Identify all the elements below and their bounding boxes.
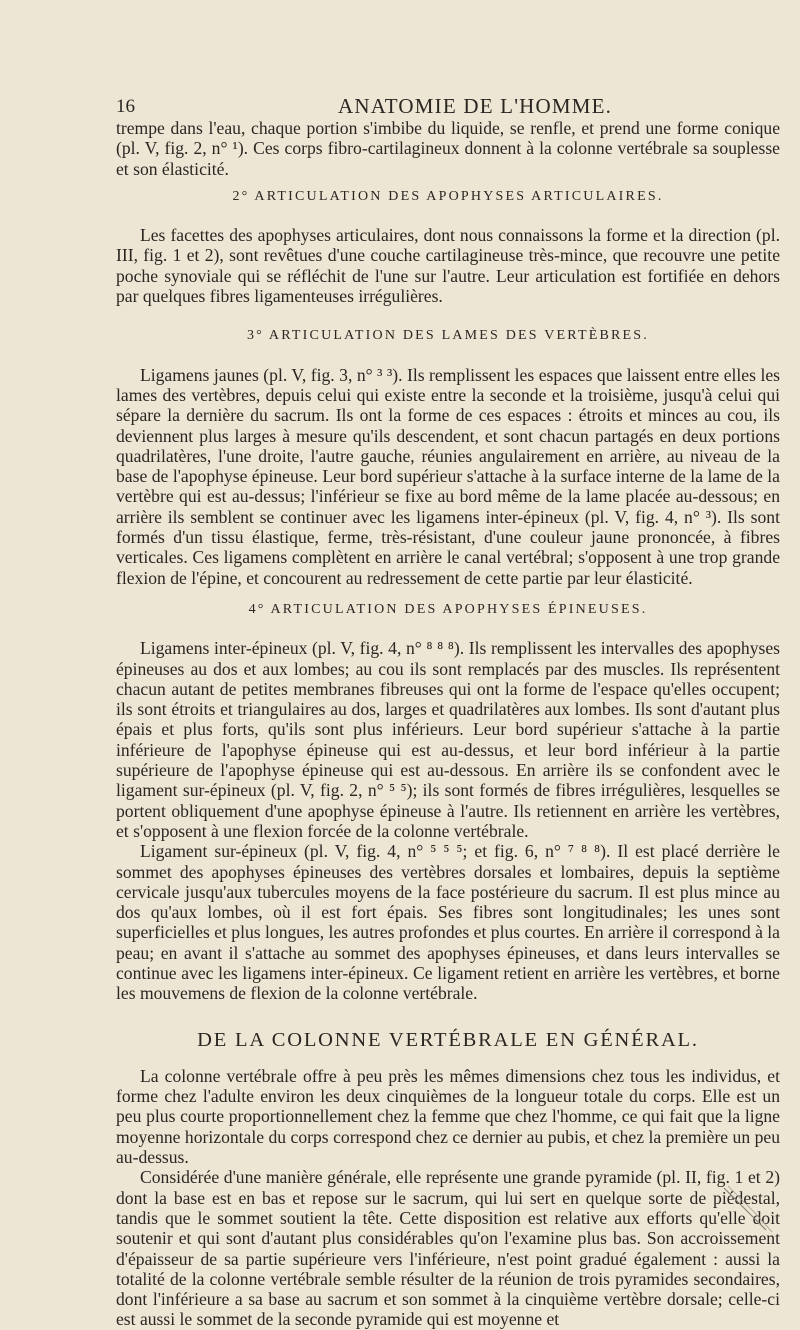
paragraph-ligamens-jaunes: Ligamens jaunes (pl. V, fig. 3, n° ³ ³). Ils remplissent les espaces que laissent entre elles les lames des vertèbres, depuis celui qui existe entre la seconde et la troisième, jusqu'à celui qui sépare la dernière du sacrum. Ils ont la forme de ces espaces : étroits et minces au cou, ils deviennent plus larges à mesure qu'ils descendent, et sont chacun partagés en deux portions quadrilatères, l'une droite, l'autre gauche, réunies angulairement en arrière, au niveau de la base de l'apophyse épineuse. Leur bord supérieur s'attache à la surface interne de la lame de la vertèbre qui est au-dessus; l'inférieur se fixe au bord même de la lame placée au-dessous; en arrière ils semblent se continuer avec les ligamens inter-épineux (pl. V, fig. 4, n° ³). Ils sont formés d'un tissu élastique, ferme, très-résistant, d'une couleur jaune prononcée, à fibres verticales. Ces ligamens complètent en arrière le canal vertébral; s'opposent à une trop grande flexion de l'épine, et concourent au redressement de cette partie par leur élasticité. bbox=[116, 364, 780, 588]
paragraph-colonne-pyramide: Considérée d'une manière générale, elle représente une grande pyramide (pl. II, fig. 1 et 2) dont la base est en bas et repose sur le sacrum, qui lui sert en quelque sorte de piédestal, tandis que le sommet soutient la tête. Cette disposition est relative aux efforts qu'elle doit soutenir et qui sont d'autant plus considérables qu'on l'examine plus bas. Son accroissement d'épaisseur de sa partie supérieure vers l'inférieure, n'est point gradué également : aussi la totalité de la colonne vertébrale semble résulter de la réunion de trois pyramides secondaires, dont l'inférieure a sa base au sacrum et son sommet à la cinquième vertèbre dorsale; celle-ci est aussi le sommet de la seconde pyramide qui est moyenne et bbox=[116, 1167, 780, 1330]
paragraph-ligament-sur-epineux: Ligament sur-épineux (pl. V, fig. 4, n° ⁵ ⁵ ⁵; et fig. 6, n° ⁷ ⁸ ⁸). Il est placé derrière le sommet des apophyses épineuses des vertèbres dorsales et lombaires, depuis la septième cervicale jusqu'aux tubercules moyens de la face postérieure du sacrum. Il est plus mince au dos qu'aux lombes, où il est fort épais. Ses fibres sont longitudinales; les unes sont superficielles et plus longues, les autres profondes et plus courtes. En arrière il correspond à la peau; en avant il s'attache au sommet des apophyses épineuses, et dans leurs intervalles se continue avec les ligamens inter-épineux. Ce ligament retient en arrière les vertèbres, et borne les mouvemens de flexion de la colonne vertébrale. bbox=[116, 841, 780, 1004]
paragraph-ligamens-inter-epineux: Ligamens inter-épineux (pl. V, fig. 4, n° ⁸ ⁸ ⁸). Ils remplissent les intervalles des apophyses épineuses au dos et aux lombes; au cou ils sont remplacés par des muscles. Ils représentent chacun autant de petites membranes fibreuses qui ont la forme de l'espace qu'elles occupent; ils sont étroits et triangulaires au dos, larges et quadrilatères aux lombes. Ils sont d'autant plus épais et plus forts, qu'ils sont plus inférieurs. Leur bord supérieur s'attache à la partie inférieure de l'apophyse épineuse qui est au-dessus, et leur bord inférieur à la partie supérieure de l'apophyse épineuse qui est au-dessous. En arrière ils se confondent avec le ligament sur-épineux (pl. V, fig. 2, n° ⁵ ⁵); ils sont formés de fibres irrégulières, lesquelles se portent obliquement d'une apophyse épineuse à l'autre. Ils retiennent en arrière les vertèbres, et s'opposent à une flexion forcée de la colonne vertébrale. bbox=[116, 638, 780, 841]
pencil-stroke-icon bbox=[722, 1184, 780, 1234]
section-heading-lames: 3° ARTICULATION DES LAMES DES VERTÈBRES. bbox=[246, 328, 649, 344]
page-body bbox=[116, 118, 780, 1330]
running-title: ANATOMIE DE L'HOMME. bbox=[338, 94, 613, 118]
paragraph-colonne-dimensions: La colonne vertébrale offre à peu près les mêmes dimensions chez tous les individus, et forme chez l'adulte environ les deux cinquièmes de la longueur totale du corps. Elle est un peu plus courte proportionnellement chez la femme que chez l'homme, ce qui fait que la ligne moyenne horizontale du corps correspond chez ce dernier au pubis, et chez la première un peu au-dessus. bbox=[116, 1065, 780, 1168]
section-heading-apophyses-articulaires: 2° ARTICULATION DES APOPHYSES ARTICULAIRES. bbox=[232, 188, 664, 204]
paragraph-continuation: trempe dans l'eau, chaque portion s'imbibe du liquide, se renfle, et prend une forme conique (pl. V, fig. 2, n° ¹). Ces corps fibro-cartilagineux donnent à la colonne vertébrale sa souplesse et son élasticité. bbox=[116, 118, 780, 179]
page-number: 16 bbox=[116, 96, 135, 117]
chapter-heading-colonne: DE LA COLONNE VERTÉBRALE EN GÉNÉRAL. bbox=[197, 1028, 699, 1051]
paragraph-apophyses-articulaires: Les facettes des apophyses articulaires, dont nous connaissons la forme et la direction (pl. III, fig. 1 et 2), sont revêtues d'une couche cartilagineuse très-mince, que recouvre une petite poche synoviale qui se réfléchit de l'une sur l'autre. Leur articulation est fortifiée en dehors par quelques fibres ligamenteuses irrégulières. bbox=[116, 225, 780, 307]
section-heading-apophyses-epineuses: 4° ARTICULATION DES APOPHYSES ÉPINEUSES. bbox=[248, 601, 648, 617]
